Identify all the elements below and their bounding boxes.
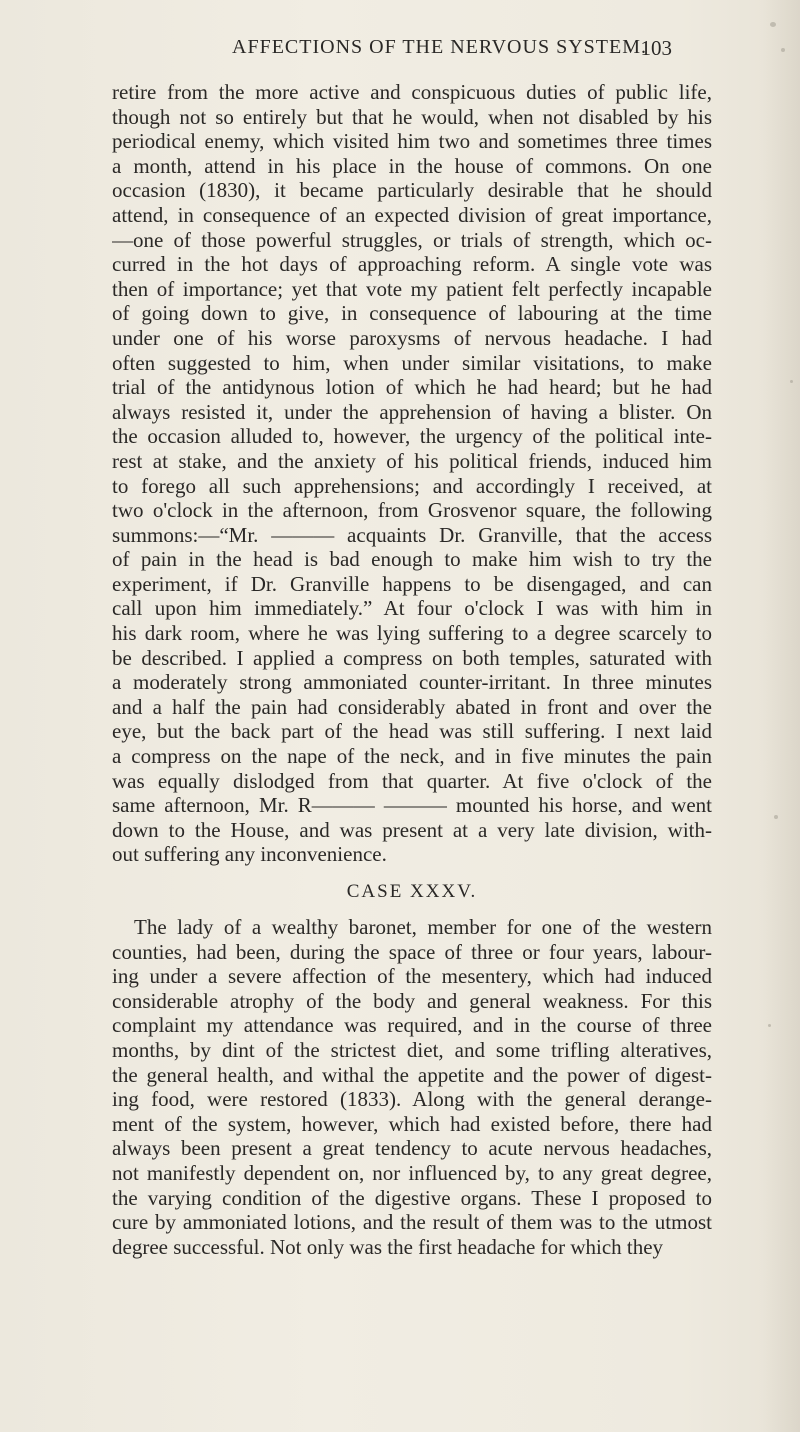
case-heading: CASE XXXV. — [346, 881, 478, 902]
text-block — [112, 80, 712, 1259]
text-line: a moderately strong ammoniated counter-irritant. In three minutes — [112, 670, 712, 695]
text-line: curred in the hot days of approaching reform. A single vote was — [112, 252, 712, 277]
text-line: the occasion alluded to, however, the urgency of the political inte- — [112, 424, 712, 449]
page-number: 103 — [640, 36, 672, 60]
text-line: call upon him immediately.” At four o'clock I was with him in — [112, 596, 712, 621]
scan-speck — [790, 380, 793, 383]
text-line: always been present a great tendency to acute nervous headaches, — [112, 1136, 712, 1161]
text-line: attend, in consequence of an expected division of great importance, — [112, 202, 712, 227]
text-line: was equally dislodged from that quarter. At five o'clock of the — [112, 768, 712, 793]
text-line: eye, but the back part of the head was still suffering. I next laid — [112, 719, 712, 744]
text-line: the general health, and withal the appetite and the power of digest- — [112, 1062, 712, 1087]
text-line: of pain in the head is bad enough to make him wish to try the — [112, 547, 712, 572]
scan-speck — [781, 48, 785, 52]
running-head: AFFECTIONS OF THE NERVOUS SYSTEM. — [232, 36, 647, 58]
text-line: and a half the pain had considerably abated in front and over the — [112, 694, 712, 719]
text-line: often suggested to him, when under similar visitations, to make — [112, 350, 712, 375]
text-line: The lady of a wealthy baronet, member for one of the western — [134, 915, 712, 939]
page-edge-shadow — [762, 0, 800, 1432]
text-line: not manifestly dependent on, nor influenced by, to any great degree, — [112, 1160, 712, 1185]
text-line: cure by ammoniated lotions, and the result of them was to the utmost — [112, 1210, 712, 1235]
text-line: considerable atrophy of the body and general weakness. For this — [112, 988, 712, 1013]
text-line: under one of his worse paroxysms of nervous headache. I had — [112, 325, 712, 350]
text-line: ing under a severe affection of the mesentery, which had induced — [112, 964, 712, 989]
text-line: months, by dint of the strictest diet, and some trifling alteratives, — [112, 1037, 712, 1062]
text-line: periodical enemy, which visited him two and sometimes three times — [112, 129, 712, 154]
text-line: always resisted it, under the apprehension of having a blister. On — [112, 399, 712, 424]
paragraph-case-continuation — [112, 80, 712, 867]
text-line: his dark room, where he was lying suffering to a degree scarcely to — [112, 621, 712, 646]
text-line: rest at stake, and the anxiety of his political friends, induced him — [112, 448, 712, 473]
text-line: though not so entirely but that he would, when not disabled by his — [112, 104, 712, 129]
text-line: ing food, were restored (1833). Along with the general derange- — [112, 1087, 712, 1112]
text-line: down to the House, and was present at a very late division, with- — [112, 817, 712, 842]
scan-speck — [770, 22, 776, 27]
text-line: a month, attend in his place in the house of commons. On one — [112, 153, 712, 178]
text-line: ment of the system, however, which had existed before, there had — [112, 1111, 712, 1136]
scan-speck — [774, 815, 778, 819]
page-header — [232, 36, 672, 66]
text-line: out suffering any inconvenience. — [112, 842, 387, 867]
text-line: a compress on the nape of the neck, and in five minutes the pain — [112, 744, 712, 769]
text-line: two o'clock in the afternoon, from Grosvenor square, the following — [112, 498, 712, 523]
text-line: counties, had been, during the space of three or four years, labour- — [112, 939, 712, 964]
text-line: be described. I applied a compress on both temples, saturated with — [112, 645, 712, 670]
text-line: degree successful. Not only was the first headache for which they — [112, 1234, 664, 1259]
text-line: retire from the more active and conspicuous duties of public life, — [112, 80, 712, 104]
text-line: to forego all such apprehensions; and accordingly I received, at — [112, 473, 712, 498]
text-line: then of importance; yet that vote my patient felt perfectly incapable — [112, 276, 712, 301]
text-line: same afternoon, Mr. R——— ——— mounted his horse, and went — [112, 793, 712, 818]
text-line: of going down to give, in consequence of labouring at the time — [112, 301, 712, 326]
text-line: —one of those powerful struggles, or trials of strength, which oc- — [112, 227, 712, 252]
text-line: occasion (1830), it became particularly desirable that he should — [112, 178, 712, 203]
paragraph-case-xxxv — [112, 915, 712, 1259]
text-line: summons:—“Mr. ——— acquaints Dr. Granville, that the access — [112, 522, 712, 547]
text-line: complaint my attendance was required, and in the course of three — [112, 1013, 712, 1038]
scan-speck — [768, 1024, 771, 1027]
text-line: the varying condition of the digestive organs. These I proposed to — [112, 1185, 712, 1210]
text-line: trial of the antidynous lotion of which he had heard; but he had — [112, 375, 712, 400]
text-line: experiment, if Dr. Granville happens to be disengaged, and can — [112, 571, 712, 596]
